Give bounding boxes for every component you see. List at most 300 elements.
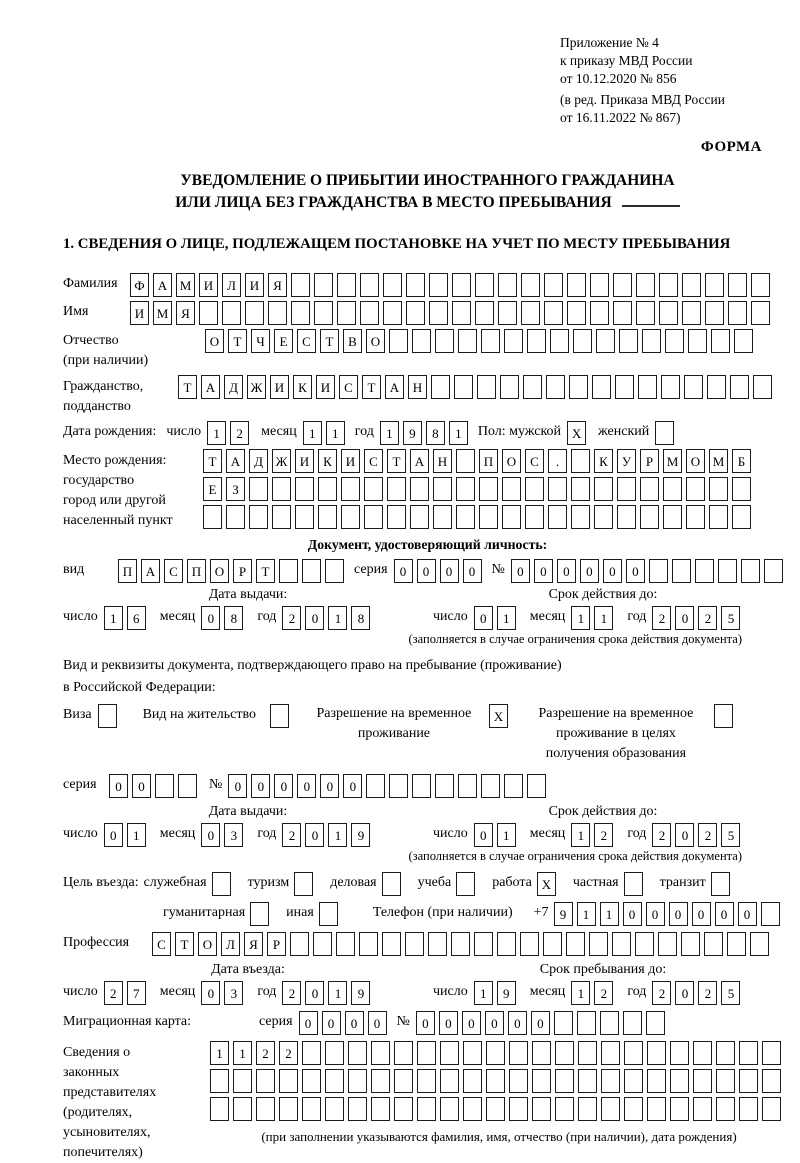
char-cell[interactable] (577, 1011, 596, 1035)
char-cell[interactable] (649, 559, 668, 583)
char-cell[interactable]: 2 (698, 606, 717, 630)
char-cell[interactable] (302, 1041, 321, 1065)
char-cell[interactable] (233, 1069, 252, 1093)
char-cell[interactable] (546, 375, 565, 399)
char-cell[interactable]: О (366, 329, 385, 353)
char-cell[interactable] (477, 375, 496, 399)
char-cell[interactable] (716, 1097, 735, 1121)
char-cell[interactable] (291, 273, 310, 297)
char-cell[interactable]: А (385, 375, 404, 399)
char-cell[interactable]: О (502, 449, 521, 473)
char-cell[interactable] (672, 559, 691, 583)
char-cell[interactable]: 0 (580, 559, 599, 583)
char-cell[interactable]: 0 (320, 774, 339, 798)
char-cell[interactable]: 5 (721, 606, 740, 630)
char-cell[interactable] (486, 1069, 505, 1093)
char-cell[interactable] (665, 329, 684, 353)
male-checkbox[interactable]: X (567, 421, 586, 445)
char-cell[interactable] (433, 505, 452, 529)
char-cell[interactable] (233, 1097, 252, 1121)
char-cell[interactable] (410, 505, 429, 529)
char-cell[interactable]: 2 (279, 1041, 298, 1065)
char-cell[interactable] (452, 273, 471, 297)
char-cell[interactable] (199, 301, 218, 325)
char-cell[interactable]: С (364, 449, 383, 473)
char-cell[interactable] (527, 329, 546, 353)
char-cell[interactable] (481, 329, 500, 353)
char-cell[interactable]: Я (176, 301, 195, 325)
char-cell[interactable] (502, 505, 521, 529)
char-cell[interactable] (290, 932, 309, 956)
char-cell[interactable]: С (525, 449, 544, 473)
char-cell[interactable] (245, 301, 264, 325)
char-cell[interactable] (302, 1097, 321, 1121)
char-cell[interactable]: 0 (274, 774, 293, 798)
char-cell[interactable] (440, 1097, 459, 1121)
char-cell[interactable] (523, 375, 542, 399)
char-cell[interactable]: 9 (403, 421, 422, 445)
purpose-checkbox[interactable] (382, 872, 401, 896)
purpose-checkbox[interactable] (294, 872, 313, 896)
char-cell[interactable] (750, 932, 769, 956)
char-cell[interactable] (567, 301, 586, 325)
char-cell[interactable] (302, 1069, 321, 1093)
char-cell[interactable] (693, 1097, 712, 1121)
char-cell[interactable]: 0 (305, 981, 324, 1005)
char-cell[interactable] (600, 1011, 619, 1035)
char-cell[interactable]: 2 (282, 981, 301, 1005)
char-cell[interactable] (707, 375, 726, 399)
char-cell[interactable]: Т (362, 375, 381, 399)
char-cell[interactable] (371, 1041, 390, 1065)
char-cell[interactable]: И (316, 375, 335, 399)
char-cell[interactable] (640, 477, 659, 501)
char-cell[interactable]: С (297, 329, 316, 353)
char-cell[interactable] (521, 301, 540, 325)
char-cell[interactable]: С (164, 559, 183, 583)
char-cell[interactable]: 0 (201, 606, 220, 630)
char-cell[interactable]: 0 (132, 774, 151, 798)
char-cell[interactable] (394, 1069, 413, 1093)
char-cell[interactable] (348, 1041, 367, 1065)
char-cell[interactable]: Т (256, 559, 275, 583)
char-cell[interactable] (663, 505, 682, 529)
char-cell[interactable]: 1 (577, 902, 596, 926)
char-cell[interactable] (387, 477, 406, 501)
char-cell[interactable] (544, 301, 563, 325)
char-cell[interactable] (279, 559, 298, 583)
char-cell[interactable] (741, 559, 760, 583)
char-cell[interactable] (383, 273, 402, 297)
char-cell[interactable] (383, 301, 402, 325)
char-cell[interactable]: 0 (416, 1011, 435, 1035)
char-cell[interactable] (336, 932, 355, 956)
char-cell[interactable] (751, 273, 770, 297)
char-cell[interactable]: О (210, 559, 229, 583)
char-cell[interactable] (435, 329, 454, 353)
char-cell[interactable] (366, 774, 385, 798)
char-cell[interactable] (695, 559, 714, 583)
char-cell[interactable] (178, 774, 197, 798)
char-cell[interactable] (682, 301, 701, 325)
purpose-checkbox[interactable]: X (537, 872, 556, 896)
char-cell[interactable]: 1 (571, 606, 590, 630)
char-cell[interactable] (569, 375, 588, 399)
char-cell[interactable] (509, 1041, 528, 1065)
char-cell[interactable] (636, 273, 655, 297)
char-cell[interactable] (325, 559, 344, 583)
char-cell[interactable] (502, 477, 521, 501)
char-cell[interactable] (590, 301, 609, 325)
char-cell[interactable] (382, 932, 401, 956)
char-cell[interactable] (479, 505, 498, 529)
char-cell[interactable]: А (141, 559, 160, 583)
char-cell[interactable] (567, 273, 586, 297)
char-cell[interactable] (498, 301, 517, 325)
char-cell[interactable] (325, 1069, 344, 1093)
char-cell[interactable]: 0 (675, 606, 694, 630)
char-cell[interactable] (762, 1069, 781, 1093)
char-cell[interactable]: 0 (417, 559, 436, 583)
char-cell[interactable] (578, 1041, 597, 1065)
char-cell[interactable] (452, 301, 471, 325)
char-cell[interactable] (456, 449, 475, 473)
char-cell[interactable] (475, 301, 494, 325)
char-cell[interactable] (624, 1069, 643, 1093)
char-cell[interactable] (739, 1097, 758, 1121)
char-cell[interactable] (739, 1069, 758, 1093)
char-cell[interactable]: Т (175, 932, 194, 956)
char-cell[interactable] (498, 273, 517, 297)
char-cell[interactable]: 8 (224, 606, 243, 630)
char-cell[interactable]: 0 (474, 823, 493, 847)
char-cell[interactable] (412, 329, 431, 353)
char-cell[interactable]: Ж (272, 449, 291, 473)
char-cell[interactable]: 0 (675, 981, 694, 1005)
char-cell[interactable] (566, 932, 585, 956)
char-cell[interactable]: 9 (351, 981, 370, 1005)
purpose-checkbox[interactable] (250, 902, 269, 926)
char-cell[interactable] (527, 774, 546, 798)
char-cell[interactable]: О (205, 329, 224, 353)
char-cell[interactable]: 1 (571, 981, 590, 1005)
char-cell[interactable] (681, 932, 700, 956)
char-cell[interactable]: 0 (669, 902, 688, 926)
char-cell[interactable] (761, 902, 780, 926)
char-cell[interactable] (624, 1041, 643, 1065)
char-cell[interactable] (764, 559, 783, 583)
char-cell[interactable]: 0 (297, 774, 316, 798)
char-cell[interactable]: 0 (646, 902, 665, 926)
char-cell[interactable] (573, 329, 592, 353)
char-cell[interactable] (314, 273, 333, 297)
char-cell[interactable]: 8 (426, 421, 445, 445)
char-cell[interactable]: 1 (127, 823, 146, 847)
char-cell[interactable] (203, 505, 222, 529)
char-cell[interactable] (682, 273, 701, 297)
purpose-checkbox[interactable] (456, 872, 475, 896)
char-cell[interactable] (596, 329, 615, 353)
char-cell[interactable]: 0 (228, 774, 247, 798)
char-cell[interactable] (454, 375, 473, 399)
char-cell[interactable]: 1 (326, 421, 345, 445)
char-cell[interactable]: 0 (463, 559, 482, 583)
char-cell[interactable] (360, 301, 379, 325)
char-cell[interactable]: Л (222, 273, 241, 297)
char-cell[interactable] (578, 1097, 597, 1121)
char-cell[interactable]: 0 (343, 774, 362, 798)
char-cell[interactable] (661, 375, 680, 399)
char-cell[interactable]: Р (267, 932, 286, 956)
char-cell[interactable]: 0 (511, 559, 530, 583)
char-cell[interactable] (318, 505, 337, 529)
char-cell[interactable]: 0 (440, 559, 459, 583)
char-cell[interactable] (659, 273, 678, 297)
char-cell[interactable]: 1 (303, 421, 322, 445)
char-cell[interactable]: Л (221, 932, 240, 956)
char-cell[interactable] (222, 301, 241, 325)
char-cell[interactable] (272, 477, 291, 501)
char-cell[interactable] (348, 1097, 367, 1121)
char-cell[interactable] (428, 932, 447, 956)
char-cell[interactable] (295, 505, 314, 529)
char-cell[interactable] (670, 1097, 689, 1121)
char-cell[interactable]: Т (320, 329, 339, 353)
char-cell[interactable] (658, 932, 677, 956)
char-cell[interactable]: 2 (256, 1041, 275, 1065)
char-cell[interactable]: Т (228, 329, 247, 353)
char-cell[interactable]: 1 (594, 606, 613, 630)
char-cell[interactable] (256, 1069, 275, 1093)
char-cell[interactable] (440, 1069, 459, 1093)
char-cell[interactable] (716, 1041, 735, 1065)
char-cell[interactable] (412, 774, 431, 798)
char-cell[interactable] (705, 273, 724, 297)
char-cell[interactable]: 0 (675, 823, 694, 847)
char-cell[interactable] (371, 1069, 390, 1093)
char-cell[interactable]: М (663, 449, 682, 473)
char-cell[interactable] (670, 1041, 689, 1065)
char-cell[interactable] (431, 375, 450, 399)
char-cell[interactable]: В (343, 329, 362, 353)
char-cell[interactable] (417, 1041, 436, 1065)
char-cell[interactable] (486, 1097, 505, 1121)
char-cell[interactable]: 0 (201, 823, 220, 847)
char-cell[interactable]: 2 (104, 981, 123, 1005)
char-cell[interactable]: 1 (497, 823, 516, 847)
char-cell[interactable]: 2 (652, 981, 671, 1005)
char-cell[interactable]: 6 (127, 606, 146, 630)
char-cell[interactable] (728, 273, 747, 297)
char-cell[interactable]: 1 (328, 981, 347, 1005)
char-cell[interactable] (394, 1097, 413, 1121)
char-cell[interactable] (709, 505, 728, 529)
char-cell[interactable] (525, 505, 544, 529)
char-cell[interactable]: 1 (328, 606, 347, 630)
char-cell[interactable]: 8 (351, 606, 370, 630)
char-cell[interactable] (429, 301, 448, 325)
char-cell[interactable]: 0 (104, 823, 123, 847)
char-cell[interactable]: Ж (247, 375, 266, 399)
char-cell[interactable]: 0 (603, 559, 622, 583)
temp-residence-checkbox[interactable]: X (489, 704, 508, 728)
char-cell[interactable]: И (295, 449, 314, 473)
char-cell[interactable] (325, 1097, 344, 1121)
char-cell[interactable] (732, 505, 751, 529)
char-cell[interactable] (732, 477, 751, 501)
char-cell[interactable]: 2 (698, 823, 717, 847)
char-cell[interactable] (458, 774, 477, 798)
char-cell[interactable] (686, 477, 705, 501)
char-cell[interactable] (256, 1097, 275, 1121)
char-cell[interactable] (612, 932, 631, 956)
char-cell[interactable] (474, 932, 493, 956)
char-cell[interactable]: П (118, 559, 137, 583)
char-cell[interactable] (155, 774, 174, 798)
char-cell[interactable] (734, 329, 753, 353)
char-cell[interactable]: К (318, 449, 337, 473)
char-cell[interactable] (318, 477, 337, 501)
char-cell[interactable]: . (548, 449, 567, 473)
char-cell[interactable] (364, 477, 383, 501)
char-cell[interactable] (405, 932, 424, 956)
char-cell[interactable]: А (201, 375, 220, 399)
char-cell[interactable] (578, 1069, 597, 1093)
char-cell[interactable]: 0 (557, 559, 576, 583)
char-cell[interactable]: 0 (474, 606, 493, 630)
char-cell[interactable] (705, 301, 724, 325)
char-cell[interactable] (313, 932, 332, 956)
char-cell[interactable] (504, 774, 523, 798)
char-cell[interactable]: И (245, 273, 264, 297)
char-cell[interactable]: 0 (109, 774, 128, 798)
char-cell[interactable] (730, 375, 749, 399)
char-cell[interactable]: 0 (322, 1011, 341, 1035)
char-cell[interactable]: 0 (715, 902, 734, 926)
char-cell[interactable]: З (226, 477, 245, 501)
char-cell[interactable] (268, 301, 287, 325)
char-cell[interactable] (693, 1069, 712, 1093)
char-cell[interactable]: 0 (692, 902, 711, 926)
char-cell[interactable] (463, 1069, 482, 1093)
char-cell[interactable] (617, 477, 636, 501)
education-checkbox[interactable] (714, 704, 733, 728)
char-cell[interactable] (684, 375, 703, 399)
visa-checkbox[interactable] (98, 704, 117, 728)
char-cell[interactable] (739, 1041, 758, 1065)
char-cell[interactable]: М (153, 301, 172, 325)
char-cell[interactable]: 2 (230, 421, 249, 445)
char-cell[interactable] (590, 273, 609, 297)
char-cell[interactable] (751, 301, 770, 325)
char-cell[interactable] (389, 329, 408, 353)
char-cell[interactable] (210, 1069, 229, 1093)
female-checkbox[interactable] (655, 421, 674, 445)
char-cell[interactable]: 3 (224, 823, 243, 847)
char-cell[interactable]: М (709, 449, 728, 473)
purpose-checkbox[interactable] (711, 872, 730, 896)
char-cell[interactable] (544, 273, 563, 297)
char-cell[interactable] (636, 301, 655, 325)
char-cell[interactable]: 5 (721, 981, 740, 1005)
char-cell[interactable] (337, 273, 356, 297)
char-cell[interactable] (554, 1011, 573, 1035)
purpose-checkbox[interactable] (624, 872, 643, 896)
char-cell[interactable] (433, 477, 452, 501)
char-cell[interactable]: 1 (600, 902, 619, 926)
char-cell[interactable]: 0 (534, 559, 553, 583)
char-cell[interactable] (475, 273, 494, 297)
char-cell[interactable] (555, 1097, 574, 1121)
char-cell[interactable]: 1 (104, 606, 123, 630)
char-cell[interactable] (594, 505, 613, 529)
char-cell[interactable] (456, 505, 475, 529)
char-cell[interactable]: 1 (449, 421, 468, 445)
char-cell[interactable] (291, 301, 310, 325)
char-cell[interactable] (727, 932, 746, 956)
char-cell[interactable] (364, 505, 383, 529)
char-cell[interactable]: И (341, 449, 360, 473)
char-cell[interactable]: 0 (508, 1011, 527, 1035)
char-cell[interactable] (337, 301, 356, 325)
char-cell[interactable]: 0 (485, 1011, 504, 1035)
char-cell[interactable]: И (270, 375, 289, 399)
char-cell[interactable]: 0 (462, 1011, 481, 1035)
char-cell[interactable]: 2 (594, 981, 613, 1005)
char-cell[interactable]: 1 (210, 1041, 229, 1065)
char-cell[interactable] (728, 301, 747, 325)
char-cell[interactable]: И (199, 273, 218, 297)
char-cell[interactable]: П (479, 449, 498, 473)
char-cell[interactable]: 2 (652, 823, 671, 847)
char-cell[interactable]: К (594, 449, 613, 473)
char-cell[interactable] (659, 301, 678, 325)
char-cell[interactable] (693, 1041, 712, 1065)
char-cell[interactable] (521, 273, 540, 297)
char-cell[interactable] (550, 329, 569, 353)
char-cell[interactable] (295, 477, 314, 501)
char-cell[interactable] (302, 559, 321, 583)
char-cell[interactable] (410, 477, 429, 501)
char-cell[interactable]: 1 (380, 421, 399, 445)
char-cell[interactable]: Ф (130, 273, 149, 297)
char-cell[interactable] (753, 375, 772, 399)
char-cell[interactable] (762, 1041, 781, 1065)
char-cell[interactable] (592, 375, 611, 399)
char-cell[interactable]: 0 (623, 902, 642, 926)
char-cell[interactable]: А (410, 449, 429, 473)
char-cell[interactable] (555, 1069, 574, 1093)
char-cell[interactable] (406, 301, 425, 325)
char-cell[interactable]: Р (640, 449, 659, 473)
char-cell[interactable]: 9 (497, 981, 516, 1005)
char-cell[interactable] (548, 505, 567, 529)
char-cell[interactable] (571, 505, 590, 529)
char-cell[interactable] (406, 273, 425, 297)
char-cell[interactable] (688, 329, 707, 353)
char-cell[interactable]: 0 (738, 902, 757, 926)
char-cell[interactable] (613, 273, 632, 297)
char-cell[interactable] (387, 505, 406, 529)
char-cell[interactable]: Д (249, 449, 268, 473)
char-cell[interactable]: Н (408, 375, 427, 399)
char-cell[interactable] (571, 477, 590, 501)
purpose-checkbox[interactable] (319, 902, 338, 926)
char-cell[interactable] (635, 932, 654, 956)
char-cell[interactable]: Е (203, 477, 222, 501)
char-cell[interactable] (601, 1041, 620, 1065)
char-cell[interactable] (479, 477, 498, 501)
